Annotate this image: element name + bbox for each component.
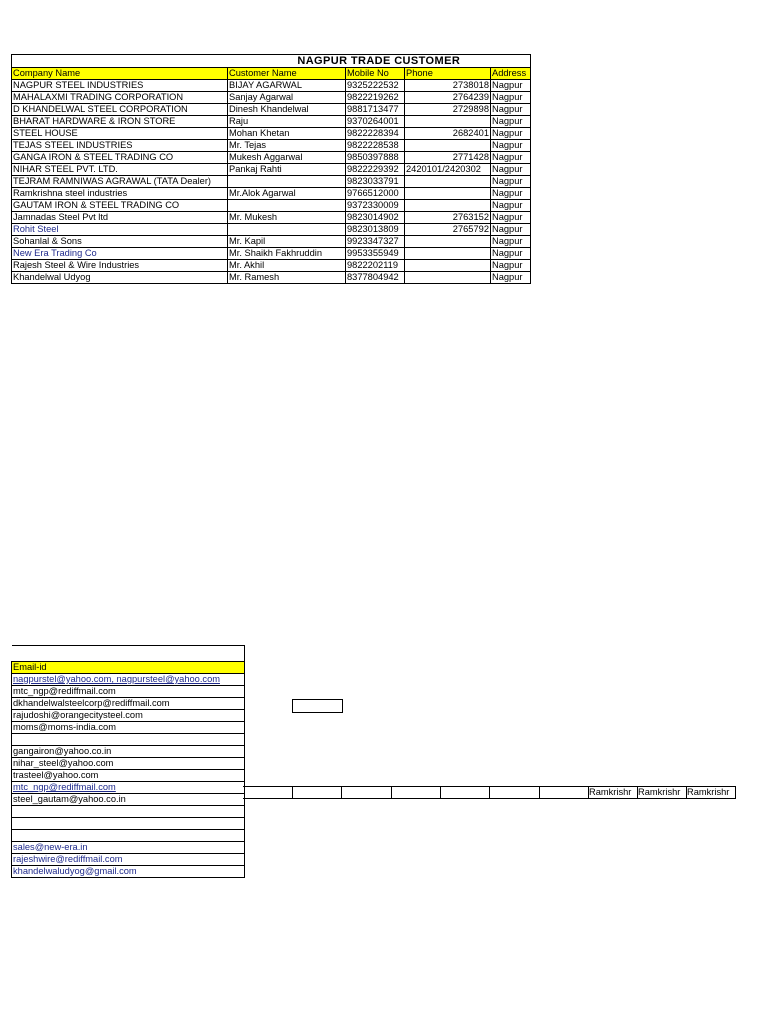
address-cell[interactable]: Nagpur — [491, 260, 531, 272]
email-row — [12, 794, 245, 806]
table-row — [12, 236, 531, 248]
header-company[interactable]: Company Name — [12, 68, 228, 80]
company-cell[interactable]: NAGPUR STEEL INDUSTRIES — [12, 80, 228, 92]
company-cell[interactable]: Rohit Steel — [12, 224, 228, 236]
phone-cell[interactable] — [405, 260, 491, 272]
mobile-cell[interactable]: 9881713477 — [346, 104, 405, 116]
email-cell[interactable] — [12, 830, 245, 842]
email-row — [12, 710, 245, 722]
email-row — [12, 722, 245, 734]
phone-cell[interactable]: 2763152 — [405, 212, 491, 224]
mobile-cell[interactable]: 9370264001 — [346, 116, 405, 128]
email-cell[interactable] — [12, 818, 245, 830]
email-row — [12, 782, 245, 794]
address-cell[interactable]: Nagpur — [491, 164, 531, 176]
mobile-cell[interactable]: 9823033791 — [346, 176, 405, 188]
customer-table — [11, 54, 531, 284]
phone-cell[interactable]: 2738018 — [405, 80, 491, 92]
email-cell[interactable]: rajudoshi@orangecitysteel.com — [12, 710, 245, 722]
company-cell[interactable]: New Era Trading Co — [12, 248, 228, 260]
address-cell[interactable]: Nagpur — [491, 188, 531, 200]
email-header-row — [12, 662, 245, 674]
email-cell[interactable] — [12, 806, 245, 818]
table-row — [12, 212, 531, 224]
company-cell[interactable]: BHARAT HARDWARE & IRON STORE — [12, 116, 228, 128]
customer-cell[interactable]: Mr. Mukesh — [228, 212, 346, 224]
email-row — [12, 770, 245, 782]
mobile-cell[interactable]: 9822219262 — [346, 92, 405, 104]
customer-cell[interactable]: Mr.Alok Agarwal — [228, 188, 346, 200]
address-cell[interactable]: Nagpur — [491, 140, 531, 152]
table-row — [12, 248, 531, 260]
header-mobile[interactable]: Mobile No — [346, 68, 405, 80]
mobile-cell[interactable]: 9822229392 — [346, 164, 405, 176]
address-cell[interactable]: Nagpur — [491, 176, 531, 188]
phone-cell[interactable] — [405, 248, 491, 260]
mobile-cell[interactable]: 9822228538 — [346, 140, 405, 152]
mobile-cell[interactable]: 9372330009 — [346, 200, 405, 212]
address-cell[interactable]: Nagpur — [491, 272, 531, 284]
empty-grid-cell[interactable] — [391, 786, 441, 799]
address-cell[interactable]: Nagpur — [491, 92, 531, 104]
email-row — [12, 674, 245, 686]
email-cell[interactable]: rajeshwire@rediffmail.com — [12, 854, 245, 866]
company-cell[interactable]: STEEL HOUSE — [12, 128, 228, 140]
customer-cell[interactable]: Mr. Ramesh — [228, 272, 346, 284]
table-row — [12, 164, 531, 176]
email-blank-row — [12, 646, 245, 662]
company-cell[interactable]: TEJRAM RAMNIWAS AGRAWAL (TATA Dealer) — [12, 176, 228, 188]
email-cell[interactable] — [12, 734, 245, 746]
mobile-cell[interactable]: 8377804942 — [346, 272, 405, 284]
header-phone[interactable]: Phone — [405, 68, 491, 80]
company-cell[interactable]: Sohanlal & Sons — [12, 236, 228, 248]
email-cell[interactable]: steel_gautam@yahoo.co.in — [12, 794, 245, 806]
phone-cell[interactable] — [405, 272, 491, 284]
table-row — [12, 80, 531, 92]
mobile-cell[interactable]: 9766512000 — [346, 188, 405, 200]
selected-cell-box[interactable] — [292, 699, 343, 713]
overflow-text-cell[interactable]: Ramkrishr — [637, 786, 687, 799]
customer-cell[interactable]: BIJAY AGARWAL — [228, 80, 346, 92]
company-cell[interactable]: Rajesh Steel & Wire Industries — [12, 260, 228, 272]
phone-cell[interactable] — [405, 140, 491, 152]
mobile-cell[interactable]: 9823013809 — [346, 224, 405, 236]
email-row — [12, 830, 245, 842]
phone-cell[interactable]: 2682401 — [405, 128, 491, 140]
header-address[interactable]: Address — [491, 68, 531, 80]
phone-cell[interactable]: 2765792 — [405, 224, 491, 236]
email-row — [12, 746, 245, 758]
customer-cell[interactable]: Dinesh Khandelwal — [228, 104, 346, 116]
phone-cell[interactable] — [405, 188, 491, 200]
email-cell[interactable]: nihar_steel@yahoo.com — [12, 758, 245, 770]
email-cell[interactable]: mtc_ngp@rediffmail.com — [12, 782, 245, 794]
table-row — [12, 92, 531, 104]
customer-cell[interactable] — [228, 176, 346, 188]
customer-cell[interactable]: Raju — [228, 116, 346, 128]
empty-grid-cell[interactable] — [243, 786, 293, 799]
email-row — [12, 854, 245, 866]
email-row — [12, 758, 245, 770]
phone-cell[interactable] — [405, 200, 491, 212]
table-row — [12, 140, 531, 152]
email-cell[interactable]: moms@moms-india.com — [12, 722, 245, 734]
address-cell[interactable]: Nagpur — [491, 152, 531, 164]
company-cell[interactable]: MAHALAXMI TRADING CORPORATION — [12, 92, 228, 104]
header-row — [12, 68, 531, 80]
mobile-cell[interactable]: 9953355949 — [346, 248, 405, 260]
table-row — [12, 152, 531, 164]
customer-cell[interactable]: Mohan Khetan — [228, 128, 346, 140]
phone-cell[interactable] — [405, 236, 491, 248]
address-cell[interactable]: Nagpur — [491, 248, 531, 260]
phone-cell[interactable]: 2771428 — [405, 152, 491, 164]
table-row — [12, 116, 531, 128]
overflow-text-cell[interactable]: Ramkrishr — [686, 786, 736, 799]
email-row — [12, 686, 245, 698]
company-cell[interactable]: GAUTAM IRON & STEEL TRADING CO — [12, 200, 228, 212]
company-cell[interactable]: Khandelwal Udyog — [12, 272, 228, 284]
table-row — [12, 176, 531, 188]
phone-cell[interactable]: 2729898 — [405, 104, 491, 116]
company-cell[interactable]: NIHAR STEEL PVT. LTD. — [12, 164, 228, 176]
customer-cell[interactable]: Mr. Shaikh Fakhruddin — [228, 248, 346, 260]
address-cell[interactable]: Nagpur — [491, 80, 531, 92]
email-cell[interactable]: trasteel@yahoo.com — [12, 770, 245, 782]
header-customer[interactable]: Customer Name — [228, 68, 346, 80]
customer-cell[interactable]: Mukesh Aggarwal — [228, 152, 346, 164]
address-cell[interactable]: Nagpur — [491, 116, 531, 128]
table-row — [12, 104, 531, 116]
address-cell[interactable]: Nagpur — [491, 236, 531, 248]
overflow-text-cell[interactable]: Ramkrishr — [588, 786, 638, 799]
title-row — [12, 55, 531, 68]
mobile-cell[interactable]: 9822228394 — [346, 128, 405, 140]
empty-grid-cell[interactable] — [342, 786, 392, 799]
empty-grid-cell[interactable] — [539, 786, 589, 799]
customer-cell[interactable] — [228, 200, 346, 212]
customer-cell[interactable] — [228, 224, 346, 236]
customer-cell[interactable]: Pankaj Rahti — [228, 164, 346, 176]
customer-cell[interactable]: Mr. Kapil — [228, 236, 346, 248]
phone-cell[interactable] — [405, 116, 491, 128]
empty-grid-cell[interactable] — [292, 786, 342, 799]
email-row — [12, 866, 245, 878]
table-row — [12, 200, 531, 212]
email-row — [12, 806, 245, 818]
address-cell[interactable]: Nagpur — [491, 200, 531, 212]
mobile-cell[interactable]: 9850397888 — [346, 152, 405, 164]
mobile-cell[interactable]: 9325222532 — [346, 80, 405, 92]
address-cell[interactable]: Nagpur — [491, 128, 531, 140]
table-row — [12, 224, 531, 236]
phone-cell[interactable] — [405, 176, 491, 188]
email-cell[interactable]: khandelwaludyog@gmail.com — [12, 866, 245, 878]
email-cell[interactable]: dkhandelwalsteelcorp@rediffmail.com — [12, 698, 245, 710]
table-row — [12, 260, 531, 272]
company-cell[interactable]: TEJAS STEEL INDUSTRIES — [12, 140, 228, 152]
table-row — [12, 188, 531, 200]
email-table — [11, 645, 245, 878]
empty-grid-cell[interactable] — [490, 786, 540, 799]
customer-cell[interactable]: Sanjay Agarwal — [228, 92, 346, 104]
email-row — [12, 734, 245, 746]
company-cell[interactable]: Ramkrishna steel industries — [12, 188, 228, 200]
email-row — [12, 842, 245, 854]
phone-cell[interactable]: 2764239 — [405, 92, 491, 104]
customer-cell[interactable]: Mr. Akhil — [228, 260, 346, 272]
table-row — [12, 128, 531, 140]
email-row — [12, 818, 245, 830]
empty-grid-cell[interactable] — [440, 786, 490, 799]
address-cell[interactable]: Nagpur — [491, 212, 531, 224]
company-cell[interactable]: Jamnadas Steel Pvt ltd — [12, 212, 228, 224]
table-row — [12, 272, 531, 284]
phone-cell[interactable]: 2420101/2420302 — [405, 164, 491, 176]
email-header[interactable]: Email-id — [12, 662, 245, 674]
email-row — [12, 698, 245, 710]
mobile-cell[interactable]: 9923347327 — [346, 236, 405, 248]
address-cell[interactable]: Nagpur — [491, 104, 531, 116]
sheet-title[interactable]: NAGPUR TRADE CUSTOMER — [228, 55, 531, 68]
email-cell[interactable]: mtc_ngp@rediffmail.com — [12, 686, 245, 698]
email-cell[interactable]: nagpurstel@yahoo.com, nagpursteel@yahoo.com — [12, 674, 245, 686]
customer-cell[interactable]: Mr. Tejas — [228, 140, 346, 152]
email-cell[interactable]: gangairon@yahoo.co.in — [12, 746, 245, 758]
company-cell[interactable]: D KHANDELWAL STEEL CORPORATION — [12, 104, 228, 116]
mobile-cell[interactable]: 9822202119 — [346, 260, 405, 272]
company-cell[interactable]: GANGA IRON & STEEL TRADING CO — [12, 152, 228, 164]
address-cell[interactable]: Nagpur — [491, 224, 531, 236]
email-cell[interactable]: sales@new-era.in — [12, 842, 245, 854]
mobile-cell[interactable]: 9823014902 — [346, 212, 405, 224]
